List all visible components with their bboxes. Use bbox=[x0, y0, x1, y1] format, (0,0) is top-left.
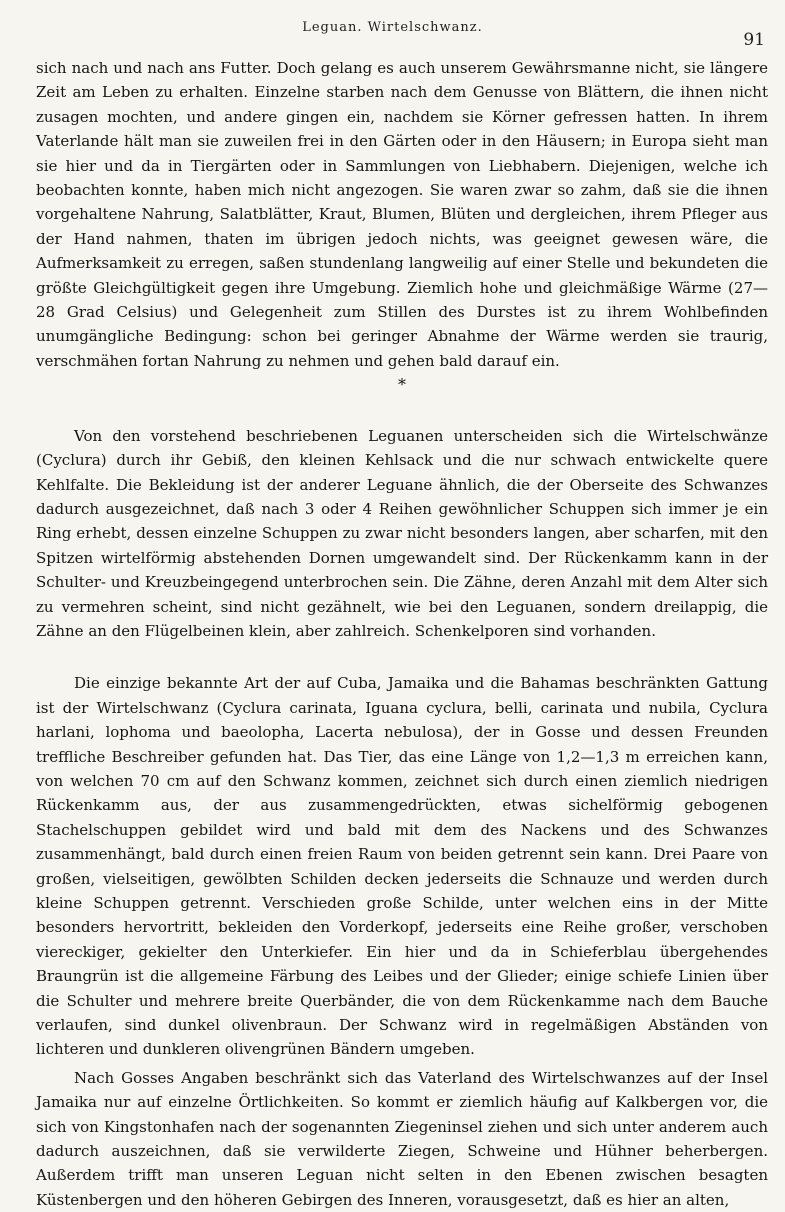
page-number: 91 bbox=[743, 30, 765, 50]
paragraph-4: Nach Gosses Angaben beschränkt sich das Vaterland des Wirtelschwanzes auf der Insel Jamaika nur auf einzelne Örtlichkeiten. So kommt er ziemlich häufig auf Kalkbergen vor, die sich von Kingstonhafen nach der sogenannten Ziegeninsel ziehen und sich unter anderem auch dadurch auszeichnen, daß sie verwilderte Ziegen, Schweine und Hühner beherbergen. Außerdem trifft man unseren Leguan nicht selten in den Ebenen zwischen besagten Küstenbergen und den höheren Gebirgen des Inneren, vorausgesetzt, daß es hier an alten, bbox=[36, 1068, 768, 1209]
paragraph-3: Die einzige bekannte Art der auf Cuba, Jamaika und die Bahamas beschränkten Gattung ist der Wirtelschwanz (Cyclura carinata, Iguana cyclura, belli, carinata und nubila, Cyclura harlani, lophoma und baeolopha, Lacerta nebulosa), der in Gosse und dessen Freunden treffliche Beschreiber gefunden hat. Das Tier, das eine Länge von 1,2—1,3 m erreichen kann, von welchen 70 cm auf den Schwanz kommen, zeichnet sich durch einen ziemlich niedrigen Rückenkamm aus, der aus zusammengedrückten, etwas sichelförmig gebogenen Stachelschuppen gebildet wird und bald mit dem des Nackens und des Schwanzes zusammenhängt, bald durch einen freien Raum von beiden getrennt sein kann. Drei Paare von großen, vielseitigen, gewölbten Schilden decken jederseits die Schnauze und werden durch kleine Schuppen getrennt. Verschieden große Schilde, unter welchen eins in der Mitte besonders hervortritt, bekleiden den Vorderkopf, jederseits eine Reihe großer, verschoben viereckiger, gekielter den Unterkiefer. Ein hier und da in Schieferblau übergehendes Braungrün ist die allgemeine Färbung des Leibes und der Glieder; einige schiefe Linien über die Schulter und mehrere breite Querbänder, die von dem Rückenkamme nach dem Bauche verlaufen, sind dunkel olivenbraun. Der Schwanz wird in regelmäßigen Abständen von lichteren und dunkleren olivengrünen Bändern umgeben. bbox=[36, 674, 768, 1059]
spacer bbox=[36, 410, 768, 424]
paragraph-1: sich nach und nach ans Futter. Doch gelang es auch unserem Gewährsmanne nicht, sie längere Zeit am Leben zu erhalten. Einzelne starben nach dem Genusse von Blättern, die ihnen nicht zusagen mochten, und andere gingen ein, nachdem sie Körner gefressen hatten. In ihrem Vaterlande hält man sie zuweilen frei in den Gärten oder in den Häusern; in Europa sieht man sie hier und da in Tiergärten oder in Sammlungen von Liebhabern. Diejenigen, welche ich beobachten konnte, haben mich nicht angezogen. Sie waren zwar so zahm, daß sie die ihnen vorgehaltene Nahrung, Salatblätter, Kraut, Blumen, Blüten und dergleichen, ihrem Pfleger aus der Hand nahmen, thaten im übrigen jedoch nichts, was geeignet gewesen wäre, die Aufmerksamkeit zu erregen, saßen stundenlang langweilig auf einer Stelle und bekundeten die größte Gleichgültigkeit gegen ihre Umgebung. Ziemlich hohe und gleichmäßige Wärme (27—28 Grad Celsius) und Gelegenheit zum Stillen des Durstes ist zu ihrem Wohlbefinden unumgängliche Bedingung: schon bei geringer Abnahme der Wärme werden sie traurig, verschmähen fortan Nahrung zu nehmen und gehen bald darauf ein. bbox=[36, 59, 768, 370]
section-separator: * bbox=[398, 375, 406, 395]
spacer bbox=[36, 643, 768, 671]
paragraph-2: Von den vorstehend beschriebenen Leguanen unterscheiden sich die Wirtelschwänze (Cyclura) durch ihr Gebiß, den kleinen Kehlsack und die nur schwach entwickelte quere Kehlfalte. Die Bekleidung ist der anderer Leguane ähnlich, die der Oberseite des Schwanzes dadurch ausgezeichnet, daß nach 3 oder 4 Reihen gewöhnlicher Schuppen sich immer je ein Ring erhebt, dessen einzelne Schuppen zu zwar nicht besonders langen, aber scharfen, mit den Spitzen wirtelförmig abstehenden Dornen umgewandelt sind. Der Rückenkamm kann in der Schulter- und Kreuzbeingegend unterbrochen sein. Die Zähne, deren Anzahl mit dem Alter sich zu vermehren scheint, sind nicht gezähnelt, wie bei den Leguanen, sondern dreilappig, die Zähne an den Flügelbeinen klein, aber zahlreich. Schenkelporen sind vorhanden. bbox=[36, 426, 768, 640]
body-text bbox=[36, 56, 768, 1209]
running-title: Leguan. Wirtelschwanz. bbox=[302, 20, 483, 35]
